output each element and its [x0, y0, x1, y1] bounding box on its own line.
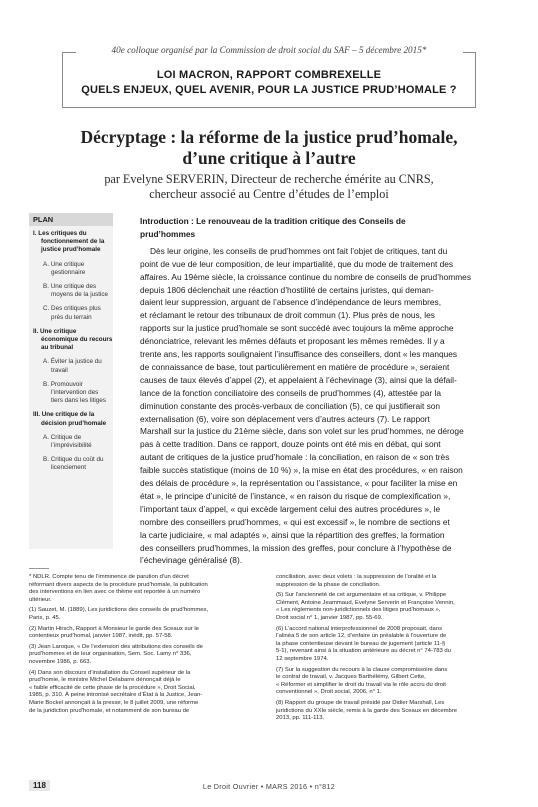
footnote-line: 2013, pp. 111-113.	[276, 715, 325, 722]
plan-item: économique du recours	[41, 336, 113, 343]
footnote-line: Clément, Antoine Jeammaud, Evelyne Serverin et Françoise Vennin,	[276, 599, 455, 606]
body-line: daient leur suppression, arguant de l’absence d’indépendance de leurs membres,	[140, 297, 442, 308]
body-line: trente ans, les rapports soulignaient l’insuffisance des conseillers, dont « les manques	[140, 349, 458, 359]
plan-item: III. Une critique de la	[33, 411, 95, 419]
header-title-line1: LOI MACRON, RAPPORT COMBREXELLE	[156, 69, 382, 81]
plan-sidebar	[29, 213, 113, 549]
footnote-line: la phase contentieuse devant le bureau de jugement (article 11-§	[276, 640, 446, 647]
body-line: nombre des conseillers prud’hommes, « qui est excessif », le nombre de sections et	[140, 516, 450, 527]
body-line: l’important taux d’appel, « qui excède largement celui des autres procédures », le	[140, 503, 441, 514]
body-line: dénonciatrice, relevant les mêmes défauts et proposant les mêmes remèdes. Il y a	[140, 336, 445, 347]
footnote-line: (7) Sur la suggestion du recours à la clause compromissoire dans	[276, 666, 448, 673]
footnote-line: conventionnel », Droit social, 2006, n° 1.	[276, 689, 382, 696]
body-line: des conseillers prud’hommes, la mission des greffes, pour conclure à l’hypothèse de	[140, 542, 452, 553]
plan-title: PLAN	[29, 213, 113, 226]
plan-item: licenciement	[51, 464, 86, 472]
body-line: autant de critiques de la justice prud’homale : la conciliation, en raison de « son très	[140, 452, 450, 463]
plan-item: I. Les critiques du	[33, 230, 87, 237]
body-line: rapports sur la justice prud’homale se sont succédé avec toujours la même approche	[140, 323, 454, 334]
body-line: causes de taux élevés d’appel (2), et appelaient à l’échevinage (3), ainsi que la défail-	[140, 374, 457, 385]
footnote-line: l’alinéa 5 de son article 12, d’enfaire un préalable à l’ouverture de	[276, 633, 447, 640]
footnote-line: (2) Martin Hirsch, Rapport à Monsieur le garde des Sceaux sur le	[29, 625, 199, 632]
plan-item: l’intervention des	[51, 389, 99, 396]
colloque-caption: 40e colloque organisé par la Commission de droit social du SAF – 5 décembre 2015*	[111, 45, 427, 55]
plan-item: B. Promouvoir	[43, 380, 83, 388]
footnote-line: « Les règlements non-juridictionnels des litiges prud’homaux »,	[276, 607, 441, 614]
body-line: état », le principe d’unicité de l’instance, « en raison du risque de complexification »,	[140, 490, 451, 501]
body-line: lance de la fonction conciliatoire des conseils de prud’hommes (4), attestée par la	[140, 387, 442, 398]
header-title-line2: QUELS ENJEUX, QUEL AVENIR, POUR LA JUSTICE PRUD’HOMALE ?	[81, 84, 457, 96]
journal-footer: Le Droit Ouvrier • MARS 2016 • n°812	[202, 782, 336, 791]
footnote-line: Droit social n° 1, janvier 1987, pp. 55-69.	[276, 615, 383, 621]
body-line: diminution constante des procès-verbaux de conciliation (5), ce qui justifierait son	[140, 400, 441, 411]
footnote-line: conciliation, avec deux volets : la suppression de l’oralité et la	[276, 574, 437, 580]
footnote-line: juridictions du XXIe siècle, remis à la garde des Sceaux en décembre	[276, 707, 458, 714]
body-line: Marshall sur la justice du 21ème siècle, dans son volet sur les prud’hommes, ne déroge	[140, 426, 464, 437]
footnote-line: 1985, p. 310. À peine intronisé secrétaire d’État à la Justice, Jean-	[29, 692, 203, 699]
footnote-line: Paris, p. 45.	[29, 615, 61, 621]
byline-line1: par Evelyne SERVERIN, Directeur de recherche émérite au CNRS,	[104, 172, 434, 186]
page-number: 118	[29, 780, 50, 791]
footnote-line: prud’homie, le ministre Michel Delabarre dénonçait déjà le	[29, 677, 181, 684]
body-line: pas à cette tradition. Dans ce rapport, douze points ont été mis en débat, qui sont	[140, 439, 441, 450]
body-line: des délais de procédure », la représentation ou l’assistance, « pour faciliter la mise en	[140, 478, 458, 488]
footnote-line: (8) Rapport du groupe de travail présidé par Didier Marshall, Les	[276, 700, 445, 706]
plan-item: près du terrain	[51, 313, 92, 321]
body-line: Dès leur origine, les conseils de prud’hommes ont fait l’objet de critiques, tant du	[150, 245, 448, 256]
article-title-line2: d’une critique à l’autre	[182, 148, 356, 168]
body-line: de connaissance de base, tout particulièrement en matière de procédure », seraient	[140, 361, 450, 372]
footnote-line: des interventions en lien avec ce thème est reportée à un numéro	[29, 589, 201, 596]
plan-item: A. Une critique	[43, 260, 85, 268]
footnote-line: de la juridiction prud’homale, et notamment de son bureau de	[29, 707, 190, 714]
footnote-line: prud’hommes et de leur organisation, Sem. Soc. Lamy n° 336,	[29, 651, 192, 658]
plan-item: justice prud’homale	[41, 246, 101, 254]
plan-item: l’imprévisibilité	[51, 442, 92, 449]
footnote-line: « faible efficacité de cette phase de la procédure », Droit Social,	[29, 684, 196, 691]
footnote-line: suppression de la phase de conciliation.	[276, 581, 381, 588]
byline-line2: chercheur associé au Centre d’études de l’emploi	[149, 187, 389, 201]
footnote-line: (5) Sur l’ancienneté de cet argumentaire et sa critique, v. Philippe	[276, 592, 447, 599]
body-line: et réclamant le retour des tribunaux de droit commun (1). Plus près de nous, les	[140, 310, 435, 321]
notes-separator	[29, 568, 49, 569]
plan-item: tiers dans les litiges	[51, 397, 106, 405]
footnote-line: réformant divers aspects de la procédure prud’homale, la publication	[29, 581, 208, 588]
plan-item: moyens de la justice	[51, 291, 109, 299]
footnote-line: « Réformer et simplifier le droit du travail via le rôle accru du droit	[276, 681, 446, 688]
body-line: faible succès statistique (moins de 10 %) », la mise en état des procédures, « en raison	[140, 465, 463, 476]
footnote-line: contentieux prud’homal, janvier 1987, inédit, pp. 57-58.	[29, 633, 173, 640]
footnote-line: le contrat de travail, v. Jacques Barthélémy, Gilbert Cette,	[276, 674, 426, 681]
footnote-line: novembre 1986, p. 663.	[29, 659, 92, 665]
footnote-line: (1) Sauzet, M. (1889), Les juridictions des conseils de prud’hommes,	[29, 607, 209, 614]
body-line: l’échevinage généralisé (8).	[140, 555, 243, 566]
plan-item: A. Éviter la justice du	[43, 358, 102, 366]
article-title-line1: Décryptage : la réforme de la justice prud’homale,	[80, 127, 458, 147]
plan-item: B. Une critique des	[43, 283, 97, 290]
plan-item: II. Une critique	[33, 327, 77, 335]
body-line: affaires. Au 19ème siècle, la croissance continue du nombre de conseils de prud’hommes	[140, 271, 471, 282]
plan-item: travail	[51, 366, 68, 374]
plan-item: C. Des critiques plus	[43, 305, 101, 313]
footnote-line: 12 septembre 1974.	[276, 656, 329, 662]
plan-item: au tribunal	[41, 344, 74, 352]
footnote-line: (3) Jean Laroque, « De l’extension des attributions des conseils de	[29, 643, 203, 650]
plan-item: décision prud’homale	[41, 419, 107, 427]
footnote-line: * NDLR. Compte tenu de l’imminence de parution d’un décret	[29, 574, 189, 580]
body-line: point de vue de leur composition, de leur impartialité, que du mode de traitement des	[140, 258, 454, 269]
body-line: la carte judiciaire, « mal adaptés », ainsi que la répartition des greffes, la formation	[140, 529, 445, 540]
footnote-line: Marie Bockel annonçait à la presse, le 8 juillet 2009, une réforme	[29, 700, 199, 706]
intro-heading-line: Introduction : Le renouveau de la tradition critique des Conseils de	[140, 216, 406, 226]
plan-item: fonctionnement de la	[41, 238, 105, 246]
footnote-line: ultérieur.	[29, 596, 52, 603]
plan-item: gestionnaire	[51, 268, 86, 276]
footnote-line: 5-1), revenant ainsi à la situation antérieure au décret n° 74-783 du	[276, 648, 451, 655]
footnote-line: (6) L’accord national interprofessionnel de 2008 proposait, dans	[276, 625, 443, 632]
plan-item: B. Critique du coût du	[43, 456, 104, 464]
plan-item: A. Critique de	[43, 433, 82, 441]
footnote-line: (4) Dans son discours d’installation du Conseil supérieur de la	[29, 669, 191, 676]
body-line: externalisation (6), voire son déplacement vers d’autres acteurs (7). Le rapport	[140, 413, 430, 424]
intro-heading-line: prud’hommes	[140, 228, 196, 239]
body-line: depuis 1806 déclenchait une réaction d’hostilité de certains juristes, qui deman-	[140, 284, 434, 295]
